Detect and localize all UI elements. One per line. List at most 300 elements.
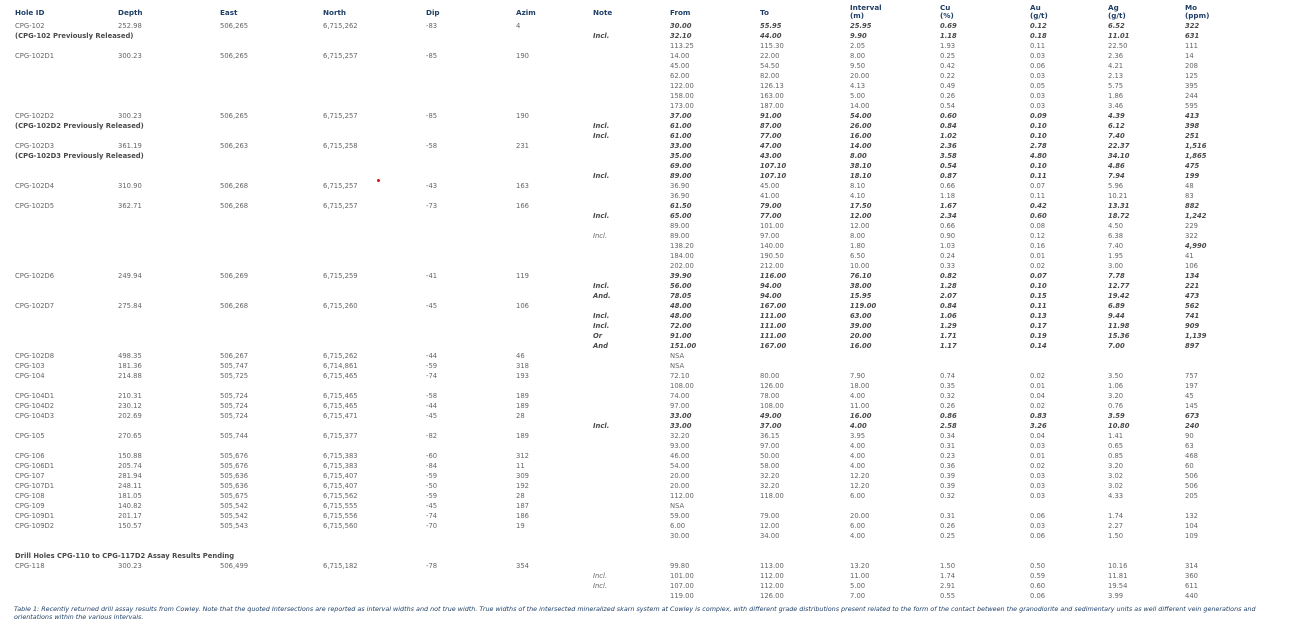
assay-note: Incl. [593, 232, 608, 240]
assay-au: 0.14 [1030, 342, 1047, 350]
assay-au: 0.01 [1030, 382, 1046, 390]
assay-ag: 11.01 [1108, 32, 1130, 40]
collar-depth: 249.94 [118, 272, 142, 280]
assay-ag: 1.50 [1108, 532, 1124, 540]
collar-north: 6,715,377 [323, 432, 358, 440]
assay-interval: 13.20 [850, 562, 870, 570]
assay-ag: 1.95 [1108, 252, 1124, 260]
collar-dip: -45 [426, 502, 438, 510]
collar-east: 505,724 [220, 402, 249, 410]
collar-azim: 231 [516, 142, 529, 150]
assay-cu: 0.66 [940, 222, 956, 230]
assay-cu: 0.33 [940, 262, 956, 270]
assay-au: 0.11 [1030, 172, 1047, 180]
collar-east: 506,499 [220, 562, 249, 570]
assay-ag: 15.36 [1108, 332, 1130, 340]
assay-ag: 12.77 [1108, 282, 1130, 290]
assay-interval: 20.00 [850, 512, 870, 520]
assay-cu: 3.58 [940, 152, 957, 160]
assay-cu: 0.49 [940, 82, 956, 90]
collar-north: 6,715,556 [323, 512, 358, 520]
assay-mo: 132 [1185, 512, 1198, 520]
assay-mo: 111 [1185, 42, 1198, 50]
collar-azim: 28 [516, 492, 525, 500]
collar-east: 506,267 [220, 352, 249, 360]
assay-from: 112.00 [670, 492, 694, 500]
assay-ag: 7.94 [1108, 172, 1125, 180]
assay-au: 0.02 [1030, 462, 1046, 470]
assay-ag: 1.41 [1108, 432, 1124, 440]
collar-azim: 193 [516, 372, 529, 380]
assay-cu: 1.71 [940, 332, 957, 340]
assay-from: 93.00 [670, 442, 690, 450]
collar-dip: -45 [426, 412, 438, 420]
assay-interval: 5.00 [850, 582, 866, 590]
assay-mo: 106 [1185, 262, 1198, 270]
collar-dip: -74 [426, 372, 438, 380]
assay-to: 34.00 [760, 532, 780, 540]
collar-azim: 192 [516, 482, 529, 490]
assay-cu: 0.26 [940, 92, 956, 100]
assay-to: 111.00 [760, 322, 787, 330]
assay-mo: 229 [1185, 222, 1198, 230]
assay-mo: 125 [1185, 72, 1198, 80]
collar-north: 6,715,465 [323, 392, 358, 400]
collar-azim: 19 [516, 522, 525, 530]
assay-mo: 1,242 [1185, 212, 1207, 220]
collar-hole: CPG-107 [15, 472, 45, 480]
assay-interval: 11.00 [850, 572, 870, 580]
assay-au: 0.03 [1030, 72, 1046, 80]
assay-au: 0.04 [1030, 392, 1046, 400]
assay-from: 36.90 [670, 192, 690, 200]
assay-from: 72.10 [670, 372, 690, 380]
assay-mo: 322 [1185, 232, 1198, 240]
assay-cu: 0.54 [940, 162, 957, 170]
assay-mo: 473 [1185, 292, 1200, 300]
assay-interval: 63.00 [850, 312, 872, 320]
collar-north: 6,715,465 [323, 402, 358, 410]
assay-cu: 2.36 [940, 142, 957, 150]
assay-to: 45.00 [760, 182, 780, 190]
assay-from: 14.00 [670, 52, 690, 60]
assay-mo: 244 [1185, 92, 1198, 100]
header-interval: Interval (m) [850, 3, 882, 20]
assay-interval: 6.00 [850, 522, 866, 530]
collar-north: 6,715,257 [323, 182, 358, 190]
assay-mo: 1,865 [1185, 152, 1207, 160]
assay-ag: 7.78 [1108, 272, 1125, 280]
assay-cu: 2.07 [940, 292, 957, 300]
assay-from: 61.50 [670, 202, 692, 210]
assay-to: 12.00 [760, 522, 780, 530]
assay-from: 99.80 [670, 562, 690, 570]
collar-east: 506,268 [220, 182, 249, 190]
collar-dip: -44 [426, 402, 438, 410]
assay-from: 74.00 [670, 392, 690, 400]
assay-interval: 8.10 [850, 182, 866, 190]
collar-north: 6,715,560 [323, 522, 358, 530]
assay-au: 0.60 [1030, 582, 1046, 590]
assay-from: 33.00 [670, 412, 692, 420]
assay-ag: 3.50 [1108, 372, 1124, 380]
assay-interval: 76.10 [850, 272, 872, 280]
assay-ag: 7.40 [1108, 242, 1124, 250]
assay-to: 44.00 [760, 32, 782, 40]
collar-dip: -60 [426, 452, 438, 460]
assay-mo: 41 [1185, 252, 1194, 260]
assay-cu: 0.60 [940, 112, 957, 120]
assay-to: 58.00 [760, 462, 780, 470]
assay-interval: 39.00 [850, 322, 872, 330]
assay-interval: 12.20 [850, 472, 870, 480]
assay-mo: 145 [1185, 402, 1198, 410]
assay-mo: 398 [1185, 122, 1200, 130]
assay-note: Incl. [593, 572, 608, 580]
assay-au: 0.12 [1030, 22, 1047, 30]
assay-ag: 10.21 [1108, 192, 1128, 200]
assay-ag: 0.65 [1108, 442, 1124, 450]
assay-interval: 16.00 [850, 412, 872, 420]
assay-au: 0.03 [1030, 102, 1046, 110]
collar-hole: CPG-102D7 [15, 302, 55, 310]
assay-cu: 1.18 [940, 32, 957, 40]
assay-au: 0.03 [1030, 442, 1046, 450]
assay-to: 22.00 [760, 52, 780, 60]
assay-mo: 595 [1185, 102, 1198, 110]
assay-from: 30.00 [670, 532, 690, 540]
collar-azim: 187 [516, 502, 529, 510]
assay-note: And. [593, 292, 611, 300]
collar-north: 6,715,262 [323, 22, 358, 30]
collar-azim: 163 [516, 182, 529, 190]
assay-to: 37.00 [760, 422, 782, 430]
assay-interval: 4.00 [850, 532, 866, 540]
collar-hole: (CPG-102D3 Previously Released) [15, 152, 144, 160]
collar-depth: 310.90 [118, 182, 142, 190]
collar-depth: 201.17 [118, 512, 142, 520]
assay-au: 0.10 [1030, 162, 1047, 170]
assay-from: 61.00 [670, 122, 692, 130]
assay-cu: 0.32 [940, 392, 956, 400]
collar-hole: CPG-102D4 [15, 182, 55, 190]
collar-east: 506,268 [220, 202, 249, 210]
assay-to: 97.00 [760, 232, 780, 240]
collar-depth: 248.11 [118, 482, 142, 490]
collar-depth: 300.23 [118, 112, 142, 120]
assay-au: 0.19 [1030, 332, 1047, 340]
assay-ag: 5.96 [1108, 182, 1124, 190]
assay-to: 54.50 [760, 62, 780, 70]
assay-cu: 1.03 [940, 242, 956, 250]
collar-north: 6,715,257 [323, 112, 358, 120]
collar-hole: CPG-102D5 [15, 202, 55, 210]
assay-au: 0.08 [1030, 222, 1046, 230]
collar-dip: -45 [426, 302, 438, 310]
assay-ag: 3.59 [1108, 412, 1125, 420]
assay-au: 3.26 [1030, 422, 1047, 430]
assay-mo: 1,139 [1185, 332, 1207, 340]
assay-ag: 3.46 [1108, 102, 1124, 110]
assay-mo: 45 [1185, 392, 1194, 400]
collar-hole: CPG-118 [15, 562, 45, 570]
collar-depth: 252.98 [118, 22, 142, 30]
assay-from: 36.90 [670, 182, 690, 190]
assay-ag: 3.02 [1108, 472, 1124, 480]
assay-ag: 13.31 [1108, 202, 1130, 210]
assay-mo: 440 [1185, 592, 1198, 600]
assay-cu: 0.82 [940, 272, 957, 280]
assay-mo: 221 [1185, 282, 1200, 290]
collar-north: 6,715,257 [323, 52, 358, 60]
assay-cu: 0.39 [940, 482, 956, 490]
assay-interval: 6.00 [850, 492, 866, 500]
assay-interval: 20.00 [850, 72, 870, 80]
header-to: To [760, 8, 769, 17]
assay-mo: 360 [1185, 572, 1198, 580]
assay-to: 126.00 [760, 592, 784, 600]
assay-to: 55.95 [760, 22, 782, 30]
assay-cu: 1.74 [940, 572, 956, 580]
assay-to: 111.00 [760, 332, 787, 340]
collar-azim: 309 [516, 472, 529, 480]
collar-dip: -59 [426, 362, 438, 370]
assay-au: 0.01 [1030, 452, 1046, 460]
assay-ag: 1.86 [1108, 92, 1124, 100]
assay-to: 112.00 [760, 582, 784, 590]
assay-interval: 14.00 [850, 142, 872, 150]
collar-north: 6,715,259 [323, 272, 358, 280]
assay-cu: 0.90 [940, 232, 956, 240]
assay-au: 0.11 [1030, 302, 1047, 310]
assay-ag: 18.72 [1108, 212, 1130, 220]
collar-azim: 354 [516, 562, 529, 570]
assay-cu: 1.18 [940, 192, 956, 200]
assay-cu: 0.26 [940, 522, 956, 530]
assay-cu: 0.84 [940, 302, 957, 310]
collar-dip: -84 [426, 462, 438, 470]
assay-cu: 1.29 [940, 322, 957, 330]
assay-to: 43.00 [760, 152, 782, 160]
collar-azim: 312 [516, 452, 529, 460]
header-cu: Cu (%) [940, 3, 954, 20]
collar-north: 6,715,262 [323, 352, 358, 360]
assay-mo: 673 [1185, 412, 1200, 420]
assay-interval: 8.00 [850, 152, 867, 160]
assay-interval: 11.00 [850, 402, 870, 410]
assay-ag: 4.33 [1108, 492, 1124, 500]
collar-east: 505,676 [220, 452, 249, 460]
assay-note: Incl. [593, 282, 610, 290]
assay-au: 0.03 [1030, 52, 1046, 60]
collar-dip: -43 [426, 182, 438, 190]
assay-au: 0.02 [1030, 262, 1046, 270]
assay-cu: 1.17 [940, 342, 957, 350]
collar-dip: -74 [426, 512, 438, 520]
assay-from: 48.00 [670, 302, 692, 310]
collar-azim: 189 [516, 392, 529, 400]
assay-from: 6.00 [670, 522, 686, 530]
assay-interval: 18.00 [850, 382, 870, 390]
collar-north: 6,715,257 [323, 202, 358, 210]
assay-cu: 0.87 [940, 172, 957, 180]
assay-au: 0.02 [1030, 402, 1046, 410]
assay-cu: 0.34 [940, 432, 956, 440]
assay-cu: 0.26 [940, 402, 956, 410]
assay-au: 0.10 [1030, 122, 1047, 130]
collar-dip: -70 [426, 522, 438, 530]
assay-au: 0.03 [1030, 492, 1046, 500]
collar-north: 6,715,383 [323, 452, 358, 460]
collar-depth: 300.23 [118, 562, 142, 570]
collar-dip: -83 [426, 22, 438, 30]
collar-hole: CPG-105 [15, 432, 45, 440]
assay-mo: 562 [1185, 302, 1200, 310]
assay-au: 0.07 [1030, 272, 1047, 280]
assay-to: 167.00 [760, 302, 787, 310]
assay-au: 0.11 [1030, 42, 1046, 50]
assay-cu: 2.34 [940, 212, 957, 220]
assay-interval: 12.20 [850, 482, 870, 490]
assay-cu: 0.86 [940, 412, 957, 420]
assay-from: 89.00 [670, 222, 690, 230]
assay-cu: 0.31 [940, 442, 956, 450]
collar-north: 6,715,471 [323, 412, 358, 420]
collar-hole: CPG-108 [15, 492, 45, 500]
assay-interval: 1.80 [850, 242, 866, 250]
collar-north: 6,715,383 [323, 462, 358, 470]
assay-au: 0.12 [1030, 232, 1046, 240]
assay-au: 0.07 [1030, 182, 1046, 190]
collar-hole: CPG-104D2 [15, 402, 55, 410]
collar-depth: 362.71 [118, 202, 142, 210]
collar-east: 506,263 [220, 142, 249, 150]
collar-north: 6,715,555 [323, 502, 358, 510]
collar-depth: 281.94 [118, 472, 142, 480]
assay-note: Incl. [593, 422, 610, 430]
collar-hole: CPG-102D6 [15, 272, 55, 280]
assay-from: 61.00 [670, 132, 692, 140]
assay-mo: 897 [1185, 342, 1200, 350]
header-north: North [323, 8, 347, 17]
collar-depth: 150.57 [118, 522, 142, 530]
assay-interval: 9.90 [850, 32, 867, 40]
collar-east: 505,543 [220, 522, 249, 530]
header-east: East [220, 8, 238, 17]
assay-interval: 2.05 [850, 42, 866, 50]
collar-depth: 140.82 [118, 502, 142, 510]
assay-ag: 6.89 [1108, 302, 1125, 310]
assay-to: 49.00 [760, 412, 782, 420]
assay-to: 79.00 [760, 512, 780, 520]
assay-mo: 395 [1185, 82, 1198, 90]
collar-azim: 28 [516, 412, 525, 420]
collar-dip: -78 [426, 562, 438, 570]
assay-from: 119.00 [670, 592, 694, 600]
collar-dip: -85 [426, 52, 438, 60]
assay-interval: 7.90 [850, 372, 866, 380]
assay-mo: 631 [1185, 32, 1200, 40]
assay-cu: 0.35 [940, 382, 956, 390]
assay-cu: 0.22 [940, 72, 956, 80]
assay-interval: 15.95 [850, 292, 872, 300]
assay-to: 187.00 [760, 102, 784, 110]
assay-to: 212.00 [760, 262, 784, 270]
red-marker-dot [377, 179, 380, 182]
assay-ag: 0.85 [1108, 452, 1124, 460]
assay-ag: 6.52 [1108, 22, 1125, 30]
assay-ag: 6.38 [1108, 232, 1124, 240]
assay-to: 116.00 [760, 272, 787, 280]
assay-au: 0.17 [1030, 322, 1047, 330]
assay-mo: 90 [1185, 432, 1194, 440]
assay-mo: 4,990 [1185, 242, 1207, 250]
collar-hole: CPG-104 [15, 372, 45, 380]
collar-north: 6,715,407 [323, 472, 358, 480]
assay-au: 0.03 [1030, 522, 1046, 530]
assay-from: 78.05 [670, 292, 692, 300]
collar-depth: 270.65 [118, 432, 142, 440]
assay-from: 72.00 [670, 322, 692, 330]
collar-east: 505,636 [220, 482, 249, 490]
collar-east: 505,724 [220, 412, 249, 420]
assay-cu: 1.28 [940, 282, 957, 290]
assay-au: 0.11 [1030, 192, 1046, 200]
assay-ag: 10.16 [1108, 562, 1128, 570]
collar-north: 6,715,260 [323, 302, 358, 310]
collar-hole: CPG-102D8 [15, 352, 55, 360]
collar-east: 505,675 [220, 492, 249, 500]
assay-note: Incl. [593, 32, 610, 40]
assay-au: 0.01 [1030, 252, 1046, 260]
collar-hole: CPG-106 [15, 452, 45, 460]
assay-cu: 0.32 [940, 492, 956, 500]
assay-from: 59.00 [670, 512, 690, 520]
assay-to: 78.00 [760, 392, 780, 400]
collar-dip: -50 [426, 482, 438, 490]
assay-to: 126.00 [760, 382, 784, 390]
assay-ag: 5.75 [1108, 82, 1124, 90]
assay-mo: 322 [1185, 22, 1200, 30]
assay-interval: 25.95 [850, 22, 872, 30]
assay-cu: 1.93 [940, 42, 956, 50]
assay-mo: 205 [1185, 492, 1198, 500]
assay-mo: 109 [1185, 532, 1198, 540]
assay-from: 62.00 [670, 72, 690, 80]
assay-from: 39.90 [670, 272, 692, 280]
collar-hole: CPG-102D1 [15, 52, 55, 60]
assay-interval: 12.00 [850, 212, 872, 220]
assay-to: 101.00 [760, 222, 784, 230]
assay-mo: 506 [1185, 482, 1198, 490]
collar-dip: -82 [426, 432, 438, 440]
assay-from: 91.00 [670, 332, 692, 340]
assay-au: 0.83 [1030, 412, 1047, 420]
collar-depth: 210.31 [118, 392, 142, 400]
collar-north: 6,715,407 [323, 482, 358, 490]
assay-from: 151.00 [670, 342, 697, 350]
assay-mo: 83 [1185, 192, 1194, 200]
collar-east: 506,269 [220, 272, 249, 280]
assay-ag: 2.27 [1108, 522, 1124, 530]
assay-to: 118.00 [760, 492, 784, 500]
collar-north: 6,714,861 [323, 362, 358, 370]
collar-east: 505,725 [220, 372, 249, 380]
assay-au: 0.18 [1030, 32, 1047, 40]
assay-interval: 8.00 [850, 52, 866, 60]
assay-mo: 14 [1185, 52, 1194, 60]
header-azim: Azim [516, 8, 536, 17]
